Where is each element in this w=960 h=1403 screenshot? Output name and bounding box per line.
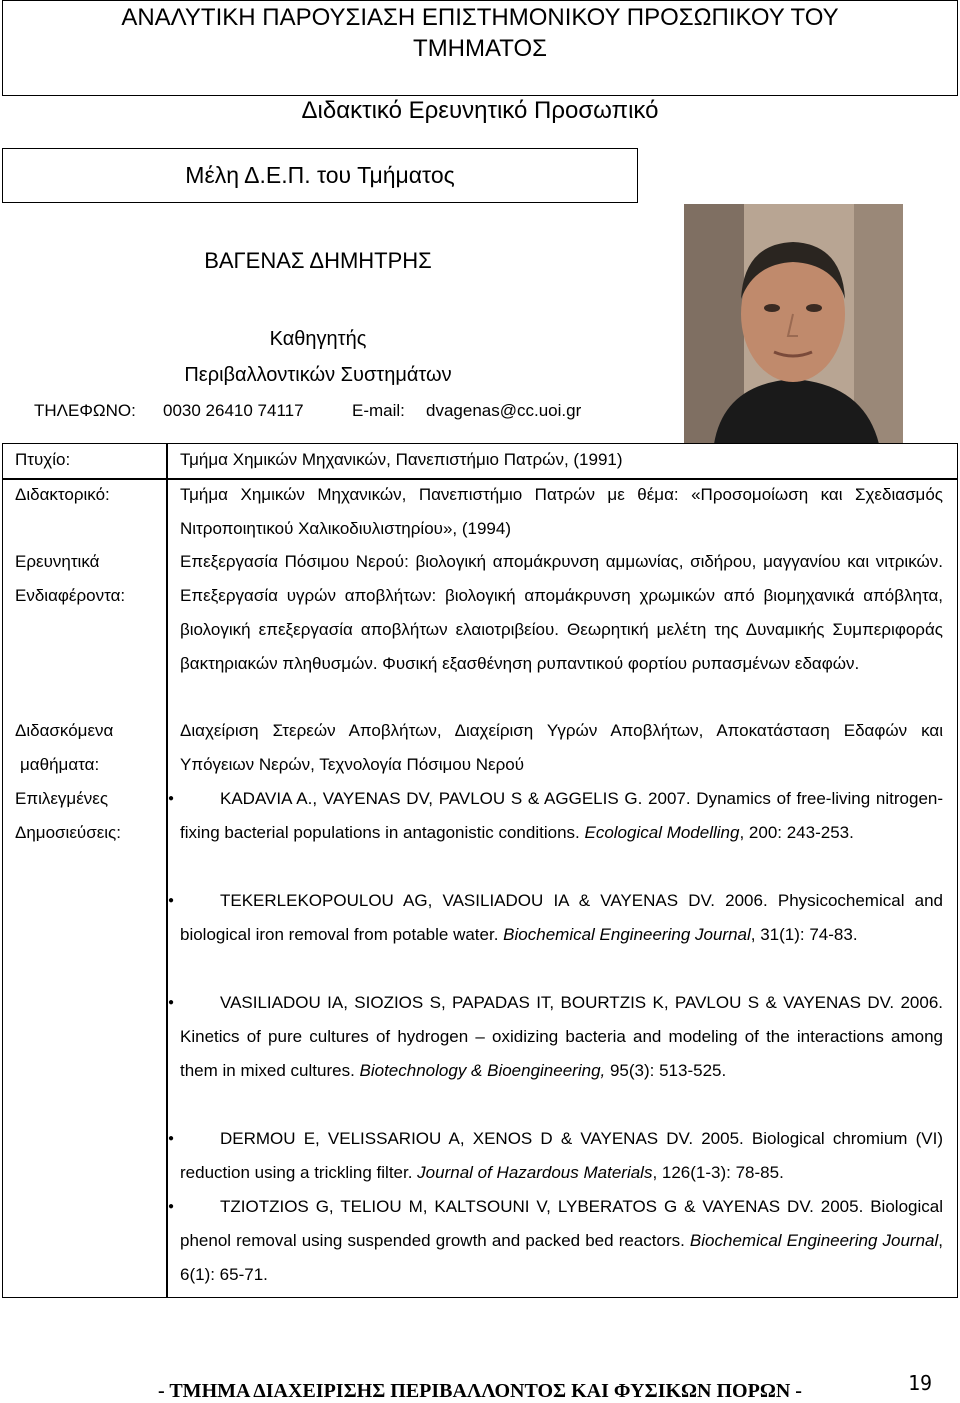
email-label: E-mail: bbox=[352, 401, 405, 420]
publication-ref: , 200: 243-253. bbox=[739, 823, 854, 842]
publication-item bbox=[168, 1190, 943, 1292]
person-rank: Καθηγητής bbox=[269, 328, 367, 350]
degree-value: Τμήμα Χημικών Μηχανικών, Πανεπιστήμιο Πατρών, (1991) bbox=[180, 450, 623, 469]
publication-item bbox=[168, 884, 944, 952]
publication-journal: Ecological Modelling bbox=[584, 823, 740, 842]
page-footer: - ΤΜΗΜΑ ΔΙΑΧΕΙΡΙΣΗΣ ΠΕΡΙΒΑΛΛΟΝΤΟΣ ΚΑΙ ΦΥΣΙΚΩΝ ΠΟΡΩΝ - bbox=[158, 1380, 802, 1402]
publication-authors: VASILIADOU IA, SIOZIOS S, PAPADAS IT, BOURTZIS K, PAVLOU S & VAYENAS DV. 2006. bbox=[220, 993, 943, 1012]
publication-title: Physicochemical and biological iron removal from potable water. bbox=[180, 891, 944, 944]
person-field: Περιβαλλοντικών Συστημάτων bbox=[184, 364, 452, 386]
bullet-icon: ● bbox=[168, 997, 175, 1008]
publications-label-1: Επιλεγμένες bbox=[15, 789, 109, 808]
publication-ref: , 6(1): 65-71. bbox=[180, 1231, 943, 1284]
phd-value: Τμήμα Χημικών Μηχανικών, Πανεπιστήμιο Πατρών με θέμα: «Προσομοίωση και Σχεδιασμός Νιτροποιητικού Χαλικοδιυλιστηρίου», (1994) bbox=[180, 485, 943, 538]
bullet-icon: ● bbox=[168, 895, 175, 906]
publication-item bbox=[168, 986, 943, 1088]
research-value: Επεξεργασία Πόσιμου Νερού: βιολογική απομάκρυνση αμμωνίας, σιδήρου, μαγγανίου και νιτρικών. Επεξεργασία υγρών αποβλήτων: βιολογική απομάκρυνση χρωμικών από βιομηχανικά απόβλητα, βιολογική επεξεργασία αποβλήτων ελαιοτριβείου. Θεωρητική μελέτη της Δυναμικής Συμπεριφοράς βακτηριακών πληθυσμών. Φυσική εξασθένηση ρυπαντικού φορτίου ρυπασμένων εδαφών. bbox=[180, 552, 943, 673]
phd-label: Διδακτορικό: bbox=[15, 485, 110, 504]
publication-authors: TZIOTZIOS G, TELIOU M, KALTSOUNI V, LYBERATOS G & VAYENAS DV. 2005. bbox=[220, 1197, 864, 1216]
publication-title: Biological phenol removal using suspended growth and packed bed reactors. bbox=[180, 1197, 943, 1250]
portrait-face-icon bbox=[684, 204, 903, 444]
publication-journal: Journal of Hazardous Materials bbox=[417, 1163, 653, 1182]
publication-journal: Biochemical Engineering Journal bbox=[689, 1231, 939, 1250]
publication-title: Biological chromium (VI) reduction using a trickling filter. bbox=[180, 1129, 943, 1182]
degree-label: Πτυχίο: bbox=[15, 450, 71, 469]
header-subtitle: Διδακτικό Ερευνητικό Προσωπικό bbox=[301, 97, 659, 124]
publication-title: Dynamics of free-living nitrogen-fixing bacterial populations in antagonistic conditions. bbox=[180, 789, 944, 842]
research-label-1: Ερευνητικά bbox=[15, 552, 100, 571]
publication-journal: Biotechnology & Bioengineering, bbox=[359, 1061, 606, 1080]
email-value[interactable]: dvagenas@cc.uoi.gr bbox=[426, 401, 582, 420]
courses-value: Διαχείριση Στερεών Αποβλήτων, Διαχείριση Υγρών Αποβλήτων, Αποκατάσταση Εδαφών και Υπόγειων Νερών, Τεχνολογία Πόσιμου Νερού bbox=[180, 721, 943, 774]
publication-journal: Biochemical Engineering Journal bbox=[503, 925, 751, 944]
header-title-line1: ΑΝΑΛΥΤΙΚΗ ΠΑΡΟΥΣΙΑΣΗ ΕΠΙΣΤΗΜΟΝΙΚΟΥ ΠΡΟΣΩΠΙΚΟΥ ΤΟΥ bbox=[121, 4, 839, 31]
section-title: Μέλη Δ.Ε.Π. του Τμήματος bbox=[185, 162, 455, 188]
phone-value: 0030 26410 74117 bbox=[163, 401, 304, 420]
courses-label-1: Διδασκόμενα bbox=[15, 721, 114, 740]
phone-label: ΤΗΛΕΦΩΝΟ: bbox=[34, 401, 136, 420]
header-title-line2: ΤΜΗΜΑΤΟΣ bbox=[413, 35, 547, 62]
publication-authors: DERMOU E, VELISSARIOU A, XENOS D & VAYENAS DV. 2005. bbox=[220, 1129, 744, 1148]
publication-title: Kinetics of pure cultures of hydrogen – oxidizing bacteria and modeling of the interactions among them in mixed cultures. bbox=[180, 1027, 943, 1080]
research-label-2: Ενδιαφέροντα: bbox=[15, 586, 126, 605]
page-number: 19 bbox=[908, 1371, 933, 1395]
portrait-photo bbox=[684, 204, 903, 444]
courses-label-2: μαθήματα: bbox=[20, 755, 100, 774]
bullet-icon: ● bbox=[168, 1133, 175, 1144]
publication-item bbox=[168, 1122, 943, 1190]
bullet-icon: ● bbox=[168, 793, 175, 804]
publication-authors: KADAVIA A., VAYENAS DV, PAVLOU S & AGGELIS G. 2007. bbox=[220, 789, 691, 808]
publication-ref: , 126(1-3): 78-85. bbox=[652, 1163, 784, 1182]
publication-authors: TEKERLEKOPOULOU AG, VASILIADOU IA & VAYENAS DV. 2006. bbox=[220, 891, 768, 910]
person-name: ΒΑΓΕΝΑΣ ΔΗΜΗΤΡΗΣ bbox=[204, 248, 432, 273]
publications-label-2: Δημοσιεύσεις: bbox=[15, 823, 121, 842]
publication-ref: , 31(1): 74-83. bbox=[750, 925, 858, 944]
publication-ref: 95(3): 513-525. bbox=[605, 1061, 727, 1080]
details-column-divider bbox=[166, 443, 168, 1298]
bullet-icon: ● bbox=[168, 1201, 175, 1212]
publication-item bbox=[168, 782, 944, 850]
